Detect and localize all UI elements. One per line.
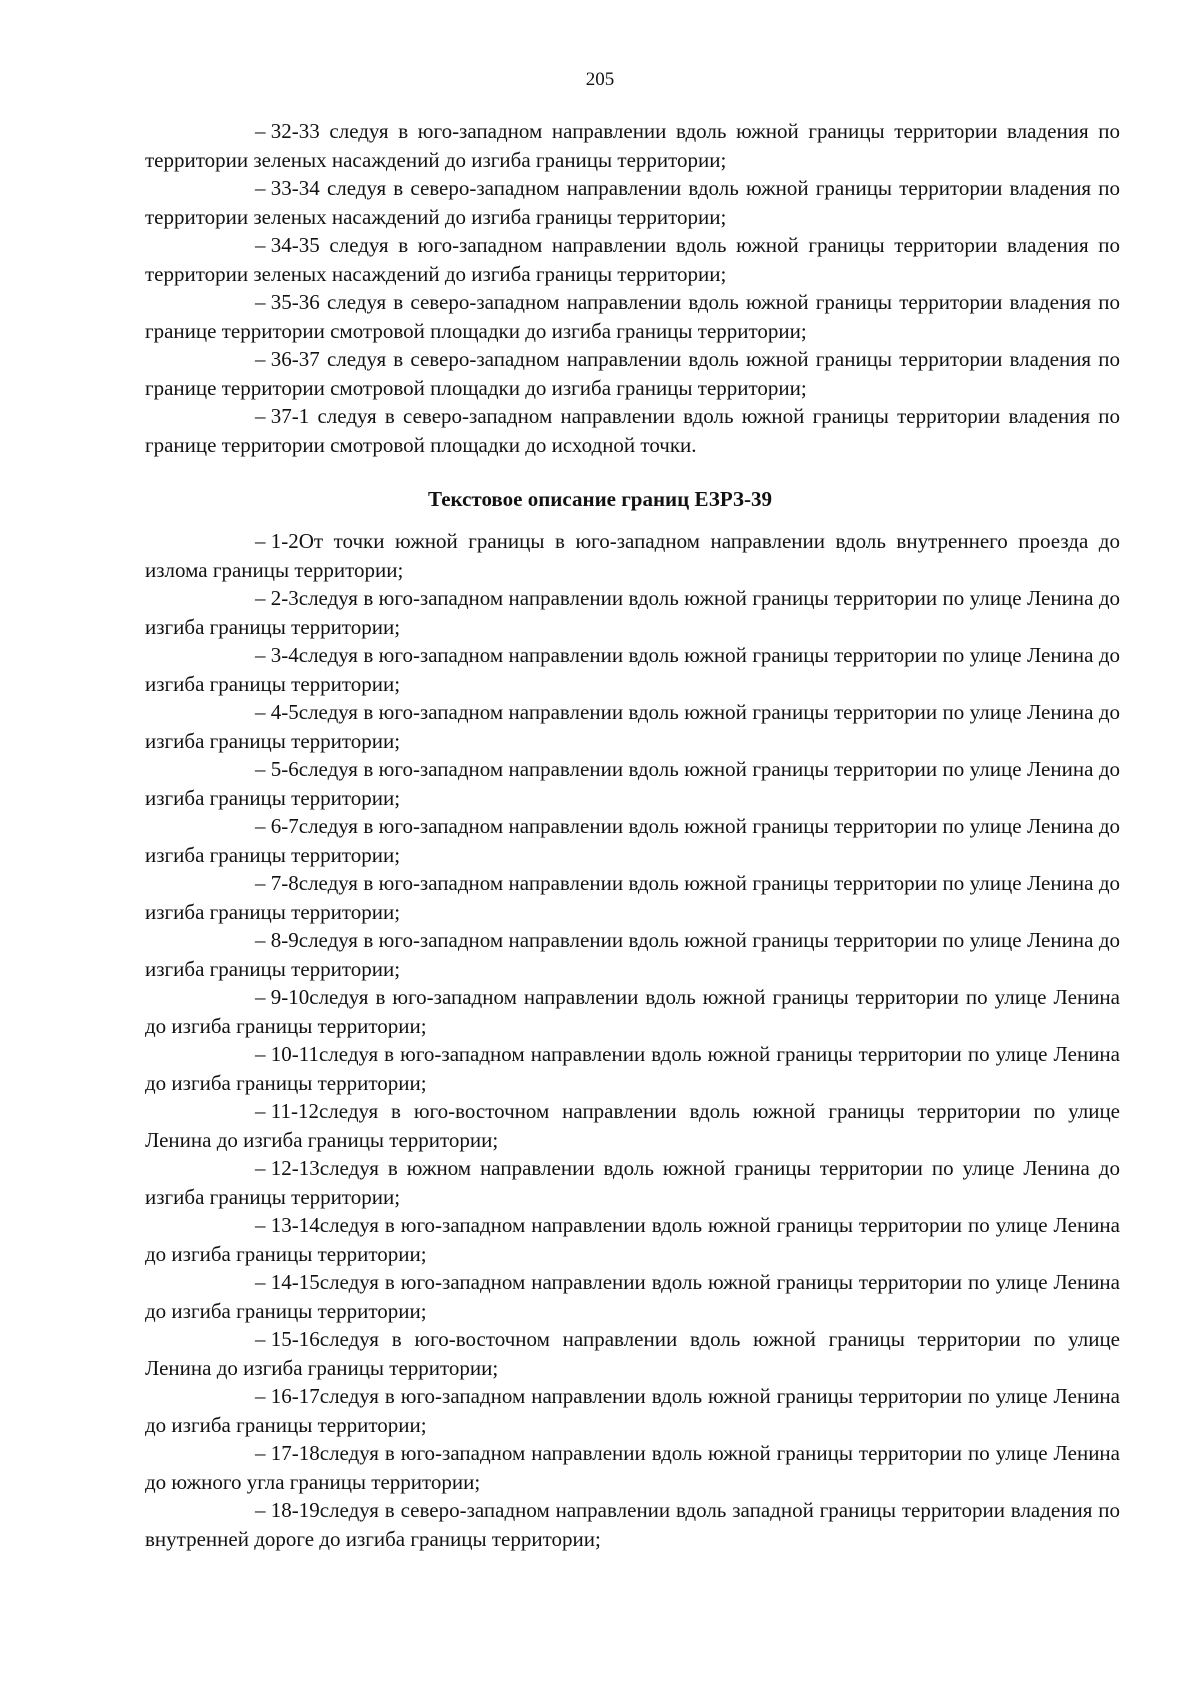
segment-description: следуя в северо-западном направлении вдоль южной границы территории владения по границе территории смотровой площадки до изгиба границы территории; [145,347,1121,400]
segment-code: – 32-33 [255,119,320,143]
segment-code: – 34-35 [255,233,320,257]
segment-code: – 35-36 [255,290,320,314]
boundary-segment [145,345,1120,402]
segment-code: – 33-34 [255,176,320,200]
segment-description: следуя в юго-западном направлении вдоль южной границы территории владения по территории зеленых насаждений до изгиба границы территории; [145,119,1120,172]
segment-code: – 1-2 [255,529,299,553]
boundary-segment [145,527,1120,584]
boundary-segment [145,1325,1120,1382]
segment-code: – 13-14 [255,1213,320,1237]
segment-description: следуя в юго-западном направлении вдоль южной границы территории по улице Ленина до изгиба границы территории; [145,643,1120,696]
segment-description: следуя в северо-западном направлении вдоль южной границы территории владения по территории зеленых насаждений до изгиба границы территории; [145,176,1121,229]
segment-description: следуя в юго-западном направлении вдоль южной границы территории по улице Ленина до изгиба границы территории; [145,1270,1120,1323]
segment-description: следуя в юго-западном направлении вдоль южной границы территории по улице Ленина до изгиба границы территории; [145,757,1120,810]
boundary-segment [145,983,1120,1040]
segment-description: следуя в юго-восточном направлении вдоль южной границы территории по улице Ленина до изгиба границы территории; [145,1099,1120,1152]
segment-code: – 3-4 [255,643,299,667]
segment-description: следуя в северо-западном направлении вдоль южной границы территории владения по границе территории смотровой площадки до исходной точки. [145,404,1120,457]
segment-description: следуя в юго-западном направлении вдоль южной границы территории по улице Ленина до изгиба границы территории; [145,1384,1120,1437]
segment-description: следуя в юго-западном направлении вдоль южной границы территории по улице Ленина до изгиба границы территории; [145,814,1120,867]
segment-description: следуя в южном направлении вдоль южной границы территории по улице Ленина до изгиба границы территории; [145,1156,1120,1209]
segment-code: – 7-8 [255,871,299,895]
segment-code: – 12-13 [255,1156,320,1180]
segment-code: – 16-17 [255,1384,320,1408]
segment-code: – 11-12 [255,1099,319,1123]
segment-description: следуя в юго-западном направлении вдоль южной границы территории по улице Ленина до изгиба границы территории; [145,700,1120,753]
boundary-segment [145,117,1120,174]
boundary-segment [145,641,1120,698]
boundary-list-ezrz-39 [145,527,1120,1553]
boundary-segment [145,288,1120,345]
boundary-segment [145,812,1120,869]
segment-code: – 2-3 [255,586,299,610]
segment-description: следуя в юго-западном направлении вдоль южной границы территории по улице Ленина до изгиба границы территории; [145,928,1120,981]
segment-description: следуя в юго-западном направлении вдоль южной границы территории по улице Ленина до изгиба границы территории; [145,985,1120,1038]
segment-description: следуя в юго-западном направлении вдоль южной границы территории владения по территории зеленых насаждений до изгиба границы территории; [145,233,1120,286]
boundary-segment [145,1154,1120,1211]
boundary-segment [145,402,1120,459]
segment-description: следуя в юго-западном направлении вдоль южной границы территории по улице Ленина до изгиба границы территории; [145,871,1120,924]
boundary-segment [145,1040,1120,1097]
boundary-segment [145,1097,1120,1154]
segment-code: – 9-10 [255,985,310,1009]
boundary-segment [145,1496,1120,1553]
segment-description: следуя в юго-западном направлении вдоль южной границы территории по улице Ленина до изгиба границы территории; [145,1042,1120,1095]
page-number: 205 [585,69,615,90]
section-heading: Текстовое описание границ ЕЗРЗ-39 [427,487,773,511]
segment-code: – 10-11 [255,1042,319,1066]
segment-code: – 8-9 [255,928,299,952]
boundary-segment [145,1439,1120,1496]
continued-boundary-list [145,117,1120,459]
boundary-segment [145,755,1120,812]
segment-code: – 17-18 [255,1441,320,1465]
segment-code: – 6-7 [255,814,299,838]
boundary-segment [145,1211,1120,1268]
segment-code: – 18-19 [255,1498,320,1522]
boundary-segment [145,584,1120,641]
segment-description: От точки южной границы в юго-западном направлении вдоль внутреннего проезда до излома границы территории; [145,529,1120,582]
segment-description: следуя в юго-восточном направлении вдоль южной границы территории по улице Ленина до изгиба границы территории; [145,1327,1120,1380]
segment-description: следуя в юго-западном направлении вдоль южной границы территории по улице Ленина до южного угла границы территории; [145,1441,1120,1494]
boundary-segment [145,926,1120,983]
segment-code: – 14-15 [255,1270,320,1294]
boundary-segment [145,1268,1120,1325]
segment-code: – 4-5 [255,700,299,724]
segment-code: – 15-16 [255,1327,320,1351]
segment-description: следуя в юго-западном направлении вдоль южной границы территории по улице Ленина до изгиба границы территории; [145,1213,1120,1266]
boundary-segment [145,869,1120,926]
segment-code: – 5-6 [255,757,299,781]
segment-description: следуя в северо-западном направлении вдоль западной границы территории владения по внутренней дороге до изгиба границы территории; [145,1498,1120,1551]
segment-description: следуя в северо-западном направлении вдоль южной границы территории владения по границе территории смотровой площадки до изгиба границы территории; [145,290,1121,343]
segment-code: – 37-1 [255,404,310,428]
boundary-segment [145,174,1120,231]
boundary-segment [145,1382,1120,1439]
boundary-segment [145,231,1120,288]
segment-description: следуя в юго-западном направлении вдоль южной границы территории по улице Ленина до изгиба границы территории; [145,586,1120,639]
segment-code: – 36-37 [255,347,320,371]
boundary-segment [145,698,1120,755]
